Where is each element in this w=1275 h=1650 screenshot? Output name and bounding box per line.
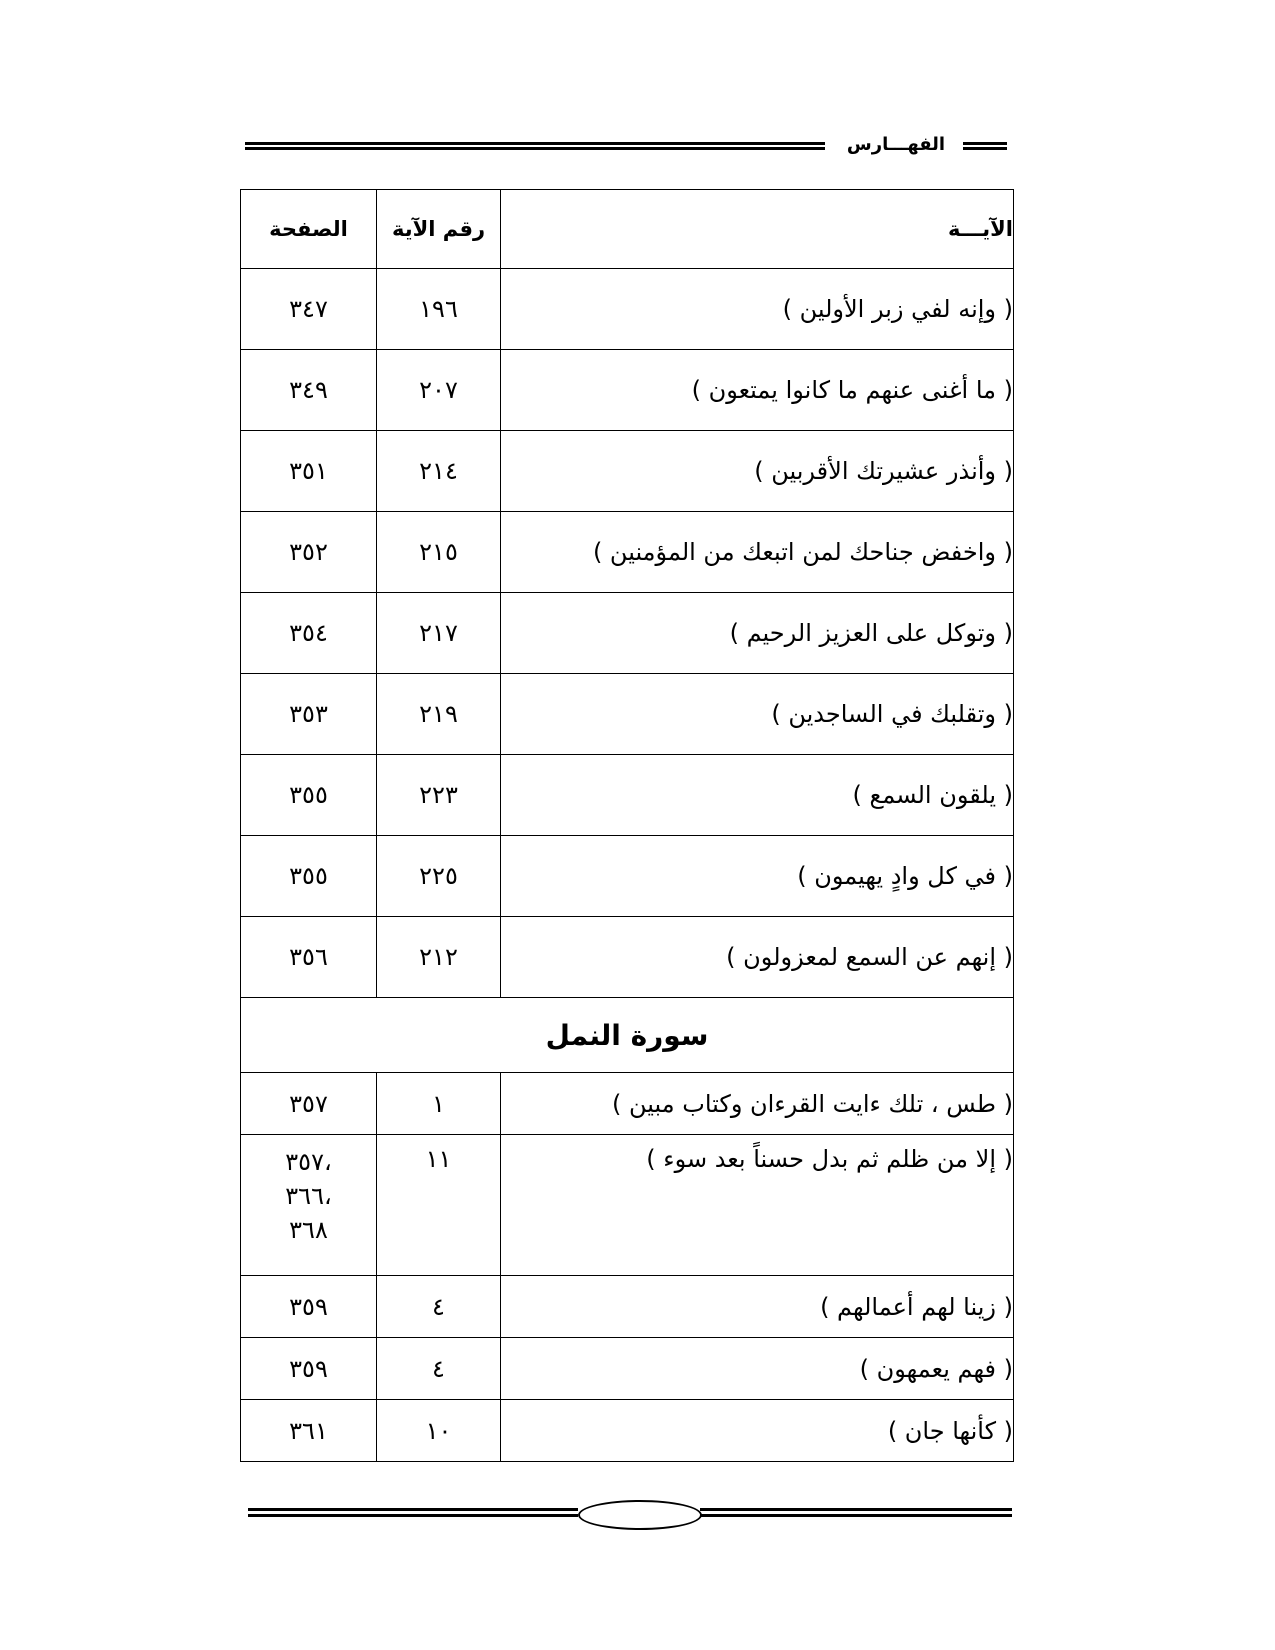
number-cell: ١٩٦ [377, 269, 501, 350]
table-row [241, 1135, 1014, 1276]
page-cell: ٣٥٧ [241, 1073, 377, 1135]
page-cell: ٣٥٥ [241, 836, 377, 917]
ayah-cell: ( فهم يعمهون ) [501, 1338, 1014, 1400]
surah-heading: سورة النمل [241, 998, 1014, 1073]
ayah-cell: ( وأنذر عشيرتك الأقربين ) [501, 431, 1014, 512]
page-ref: ،٣٥٧ [285, 1148, 332, 1176]
footer-rule-right [700, 1508, 1012, 1517]
page-cell-multi [241, 1135, 377, 1276]
number-cell: ٢١٧ [377, 593, 501, 674]
table-row [241, 917, 1014, 998]
table-row [241, 836, 1014, 917]
ayah-cell: ( وتوكل على العزيز الرحيم ) [501, 593, 1014, 674]
surah-heading-row [241, 998, 1014, 1073]
number-cell: ٤ [377, 1276, 501, 1338]
number-cell: ٢٠٧ [377, 350, 501, 431]
ayah-cell: ( في كل وادٍ يهيمون ) [501, 836, 1014, 917]
number-cell: ٢١٤ [377, 431, 501, 512]
ayah-cell: ( كأنها جان ) [501, 1400, 1014, 1462]
number-cell: ٢٢٥ [377, 836, 501, 917]
ayah-cell: ( إلا من ظلم ثم بدل حسناً بعد سوء ) [501, 1135, 1014, 1276]
table-header-row [241, 190, 1014, 269]
table-row [241, 755, 1014, 836]
table-row [241, 431, 1014, 512]
number-cell: ٢١٢ [377, 917, 501, 998]
column-header-page: الصفحة [241, 190, 377, 269]
number-cell: ٢٢٣ [377, 755, 501, 836]
ayah-cell: ( وتقلبك في الساجدين ) [501, 674, 1014, 755]
page-footer-ornament [248, 1500, 1012, 1530]
number-cell: ١١ [377, 1135, 501, 1276]
header-rule-short [963, 142, 1007, 150]
page-number-oval [578, 1500, 702, 1530]
page-cell: ٣٥٩ [241, 1338, 377, 1400]
page-cell: ٣٥٣ [241, 674, 377, 755]
verse-index-table [240, 189, 1014, 1462]
header-rule-long [245, 142, 825, 150]
number-cell: ١ [377, 1073, 501, 1135]
table-row [241, 1400, 1014, 1462]
ayah-cell: ( يلقون السمع ) [501, 755, 1014, 836]
number-cell: ٤ [377, 1338, 501, 1400]
page-cell: ٣٦١ [241, 1400, 377, 1462]
number-cell: ٢١٥ [377, 512, 501, 593]
page-cell: ٣٥٢ [241, 512, 377, 593]
table-row [241, 593, 1014, 674]
footer-rule-left [248, 1508, 578, 1517]
page-cell: ٣٥٩ [241, 1276, 377, 1338]
ayah-cell: ( إنهم عن السمع لمعزولون ) [501, 917, 1014, 998]
ayah-cell: ( طس ، تلك ءايت القرءان وكتاب مبين ) [501, 1073, 1014, 1135]
ayah-cell: ( ما أغنى عنهم ما كانوا يمتعون ) [501, 350, 1014, 431]
table-row [241, 350, 1014, 431]
running-header [245, 130, 1007, 164]
table-row [241, 1338, 1014, 1400]
column-header-ayah: الآيـــة [501, 190, 1014, 269]
ayah-cell: ( زينا لهم أعمالهم ) [501, 1276, 1014, 1338]
page-cell: ٣٥٦ [241, 917, 377, 998]
table-row [241, 269, 1014, 350]
table-row [241, 674, 1014, 755]
header-title: الفهـــارس [846, 134, 946, 155]
page-ref: ٣٦٨ [289, 1216, 328, 1244]
page-cell: ٣٥١ [241, 431, 377, 512]
page-ref: ،٣٦٦ [285, 1182, 332, 1210]
table-row [241, 512, 1014, 593]
column-header-number: رقم الآية [377, 190, 501, 269]
page-cell: ٣٤٩ [241, 350, 377, 431]
ayah-cell: ( وإنه لفي زبر الأولين ) [501, 269, 1014, 350]
page-cell: ٣٥٤ [241, 593, 377, 674]
page-cell: ٣٤٧ [241, 269, 377, 350]
table-row [241, 1276, 1014, 1338]
page-cell: ٣٥٥ [241, 755, 377, 836]
number-cell: ١٠ [377, 1400, 501, 1462]
number-cell: ٢١٩ [377, 674, 501, 755]
ayah-cell: ( واخفض جناحك لمن اتبعك من المؤمنين ) [501, 512, 1014, 593]
table-row [241, 1073, 1014, 1135]
